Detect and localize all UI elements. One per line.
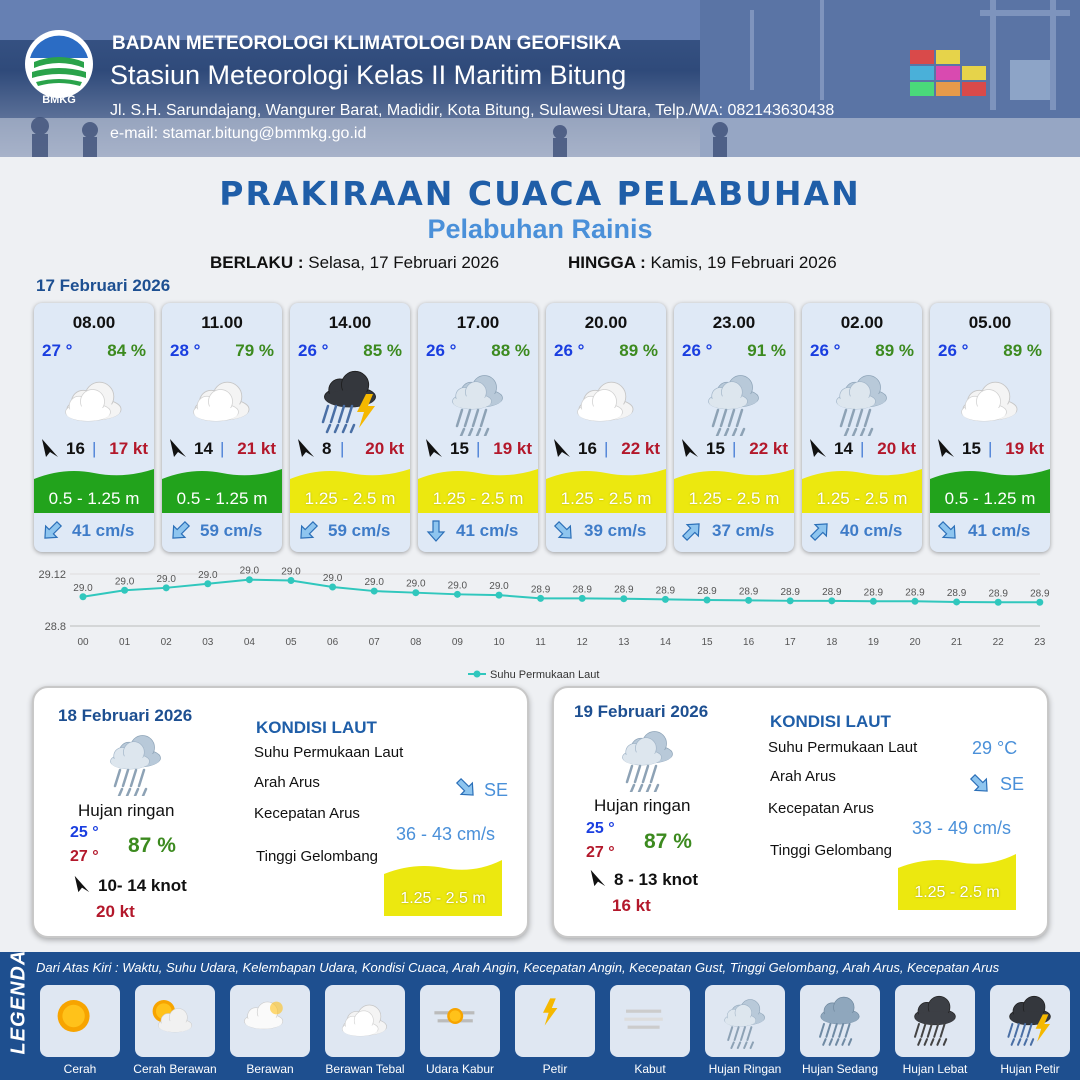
forecast-time: 23.00 — [712, 313, 756, 332]
station-email: e-mail: stamar.bitung@bmmkg.go.id — [110, 125, 367, 142]
x-tick-label: 00 — [77, 637, 89, 648]
current-direction-value: SE — [484, 780, 509, 800]
hourly-card — [802, 303, 922, 552]
wind-direction-icon — [72, 874, 92, 894]
valid-to-value: Kamis, 19 Februari 2026 — [650, 253, 837, 272]
weather-condition — [54, 366, 134, 436]
separator: | — [732, 439, 737, 458]
data-point — [329, 584, 336, 591]
weather-condition — [822, 366, 902, 436]
data-label: 29.0 — [198, 569, 218, 581]
panel-date: 19 Februari 2026 — [574, 702, 709, 721]
current-speed-value: 36 - 43 cm/s — [396, 824, 496, 844]
data-label: 28.9 — [863, 587, 884, 599]
header-banner — [0, 0, 1080, 157]
gust-speed: 21 kt — [237, 439, 276, 458]
kabut-icon — [618, 991, 682, 1049]
panel-humidity: 87 % — [644, 830, 692, 853]
weather-condition — [694, 366, 774, 436]
page-title: PRAKIRAAN CUACA PELABUHAN — [219, 174, 861, 213]
legend-item — [325, 985, 405, 1057]
gust-speed: 17 kt — [109, 439, 148, 458]
legend-item — [230, 985, 310, 1057]
current-direction-icon — [40, 519, 64, 543]
wave-height-label: Tinggi Gelombang — [256, 848, 379, 865]
data-point — [579, 595, 586, 602]
current-direction-icon — [808, 519, 832, 543]
data-point — [745, 597, 752, 604]
sea-surface-temperature-chart — [0, 560, 1080, 685]
data-point — [1036, 599, 1043, 606]
x-tick-label: 16 — [743, 637, 755, 648]
wave-height: 0.5 - 1.25 m — [944, 489, 1036, 508]
x-tick-label: 05 — [285, 637, 297, 648]
data-label: 29.0 — [364, 577, 384, 589]
wave-height: 1.25 - 2.5 m — [560, 489, 652, 508]
legend-item — [40, 985, 120, 1057]
data-point — [163, 584, 170, 591]
hujan-ringan-icon — [694, 366, 774, 436]
current-speed: 41 cm/s — [968, 521, 1031, 540]
legend-item — [800, 985, 880, 1057]
legend-item-label: Berawan Tebal — [325, 1062, 405, 1076]
valid-from-label: BERLAKU : — [210, 253, 304, 272]
sea-condition-heading: KONDISI LAUT — [770, 712, 891, 731]
data-label: 28.9 — [614, 584, 634, 596]
air-temperature: 28 ° — [170, 341, 201, 360]
forecast-time: 11.00 — [201, 313, 243, 332]
daily-panel — [32, 686, 529, 938]
current-direction-icon — [296, 519, 320, 543]
forecast-time: 20.00 — [584, 313, 628, 332]
data-label: 29.0 — [447, 580, 468, 592]
data-point — [204, 580, 211, 587]
hujan-petir-icon — [998, 991, 1062, 1049]
hourly-card — [34, 303, 154, 552]
legend-item-label: Kabut — [634, 1062, 666, 1076]
sst-label: Suhu Permukaan Laut — [768, 739, 918, 756]
hourly-card — [418, 303, 538, 552]
valid-from-value: Selasa, 17 Februari 2026 — [308, 253, 500, 272]
x-tick-label: 11 — [535, 637, 546, 648]
legend-title: LEGENDA — [7, 949, 30, 1055]
wind-direction-icon — [552, 437, 572, 459]
data-point — [246, 576, 253, 583]
data-label: 29.0 — [73, 582, 93, 594]
legend-item — [135, 985, 215, 1057]
weather-condition — [950, 366, 1030, 436]
hujan-ringan-icon — [438, 366, 518, 436]
gust-speed: 20 kt — [877, 439, 916, 458]
data-point — [454, 591, 461, 598]
weather-condition — [310, 366, 390, 436]
wind-direction-icon — [936, 437, 956, 459]
page-subtitle: Pelabuhan Rainis — [427, 214, 653, 244]
panel-weather-icon — [96, 726, 176, 801]
x-tick-label: 01 — [119, 637, 131, 648]
wind-direction-icon — [808, 437, 828, 459]
humidity: 89 % — [619, 341, 658, 360]
wave-height: 1.25 - 2.5 m — [816, 489, 908, 508]
cerah-icon — [48, 991, 112, 1049]
data-point — [496, 592, 503, 599]
berawan-tebal-icon — [566, 366, 646, 436]
sst-value: 29 °C — [972, 738, 1018, 758]
panel-wind-speed: 10- 14 knot — [98, 876, 187, 895]
humidity: 88 % — [491, 341, 530, 360]
udara-kabur-icon — [428, 991, 492, 1049]
data-point — [912, 598, 919, 605]
x-tick-label: 18 — [826, 637, 838, 648]
station-address: Jl. S.H. Sarundajang, Wangurer Barat, Madidir, Kota Bitung, Sulawesi Utara, Telp./WA: 082143630438 — [110, 102, 835, 119]
wind-speed: 15 — [962, 439, 981, 458]
x-tick-label: 23 — [1034, 637, 1046, 648]
valid-from — [210, 253, 499, 273]
current-speed: 59 cm/s — [328, 521, 391, 540]
hourly-card — [674, 303, 794, 552]
data-label: 29.0 — [156, 573, 176, 585]
current-direction-value: SE — [1000, 774, 1025, 794]
data-label: 28.9 — [572, 584, 592, 596]
weather-condition — [182, 366, 262, 436]
x-tick-label: 03 — [202, 637, 214, 648]
panel-weather-icon — [608, 722, 688, 797]
panel-temp-max: 27 ° — [586, 844, 615, 861]
x-tick-label: 02 — [160, 637, 172, 648]
x-tick-label: 19 — [867, 637, 879, 648]
data-label: 28.9 — [946, 587, 967, 599]
data-point — [704, 597, 711, 604]
current-speed-label: Kecepatan Arus — [254, 805, 360, 822]
petir-icon — [523, 991, 587, 1049]
y-tick-label: 29.12 — [38, 569, 66, 581]
data-label: 28.9 — [1030, 588, 1050, 600]
legend-item — [515, 985, 595, 1057]
x-tick-label: 21 — [951, 637, 963, 648]
legend-item — [895, 985, 975, 1057]
forecast-time: 14.00 — [328, 313, 372, 332]
air-temperature: 26 ° — [298, 341, 329, 360]
gust-speed: 19 kt — [1005, 439, 1044, 458]
panel-gust-speed: 16 kt — [612, 896, 651, 915]
data-point — [537, 595, 544, 602]
humidity: 89 % — [875, 341, 914, 360]
hujan-ringan-icon — [608, 722, 688, 792]
hujan-lebat-icon — [903, 991, 967, 1049]
current-speed-label: Kecepatan Arus — [768, 800, 874, 817]
panel-temp-max: 27 ° — [70, 848, 99, 865]
wave-height-value: 1.25 - 2.5 m — [400, 890, 486, 907]
current-direction-label: Arah Arus — [254, 774, 320, 791]
hourly-card — [290, 303, 410, 552]
air-temperature: 26 ° — [810, 341, 841, 360]
legend-item-label: Berawan — [246, 1062, 294, 1076]
current-direction-icon — [168, 519, 192, 543]
berawan-tebal-icon — [182, 366, 262, 436]
data-label: 29.0 — [281, 566, 301, 578]
panel-condition: Hujan ringan — [594, 796, 691, 815]
data-label: 28.9 — [738, 586, 759, 598]
data-point — [620, 595, 627, 602]
wind-speed: 8 — [322, 439, 332, 458]
data-label: 28.9 — [822, 586, 842, 598]
data-point — [870, 598, 877, 605]
x-tick-label: 06 — [327, 637, 339, 648]
humidity: 79 % — [235, 341, 274, 360]
data-label: 29.0 — [239, 565, 260, 577]
current-speed: 39 cm/s — [584, 521, 647, 540]
current-direction-icon — [454, 776, 478, 800]
current-speed: 37 cm/s — [712, 521, 775, 540]
panel-temp-min: 25 ° — [70, 824, 99, 841]
forecast-time: 17.00 — [456, 313, 500, 332]
wind-direction-icon — [680, 437, 700, 459]
x-tick-label: 13 — [618, 637, 630, 648]
wind-direction-icon — [588, 868, 608, 888]
wave-height: 1.25 - 2.5 m — [432, 489, 524, 508]
weather-condition — [566, 366, 646, 436]
legend-item-label: Hujan Ringan — [708, 1062, 782, 1076]
data-label: 28.9 — [780, 586, 800, 598]
separator: | — [860, 439, 865, 458]
agency-name: BADAN METEOROLOGI KLIMATOLOGI DAN GEOFISIKA — [112, 33, 622, 54]
separator: | — [476, 439, 481, 458]
data-point — [787, 597, 794, 604]
hujan-ringan-icon — [96, 726, 176, 796]
current-speed: 41 cm/s — [72, 521, 135, 540]
current-speed: 41 cm/s — [456, 521, 519, 540]
legend-item-label: Cerah Berawan — [133, 1062, 217, 1076]
forecast-time: 08.00 — [72, 313, 116, 332]
wave-height: 0.5 - 1.25 m — [176, 489, 268, 508]
x-tick-label: 04 — [243, 637, 255, 648]
data-point — [828, 597, 835, 604]
hujan-sedang-icon — [808, 991, 872, 1049]
wave-height-label: Tinggi Gelombang — [770, 842, 893, 859]
current-direction-icon — [680, 519, 704, 543]
gust-speed: 19 kt — [493, 439, 532, 458]
wind-direction-icon — [424, 437, 444, 459]
logo-text: BMKG — [42, 94, 76, 106]
legend-entry: Suhu Permukaan Laut — [490, 669, 600, 681]
air-temperature: 27 ° — [42, 341, 73, 360]
data-label: 28.9 — [988, 588, 1008, 600]
air-temperature: 26 ° — [554, 341, 585, 360]
current-direction-icon — [968, 772, 992, 796]
legend-item — [420, 985, 500, 1057]
current-speed: 59 cm/s — [200, 521, 263, 540]
legend-item-label: Udara Kabur — [425, 1062, 495, 1076]
data-label: 29.0 — [406, 578, 426, 590]
legend-item-label: Hujan Petir — [1000, 1062, 1060, 1076]
hujan-petir-icon — [310, 366, 390, 436]
x-tick-label: 12 — [576, 637, 588, 648]
hourly-card — [546, 303, 666, 552]
x-tick-label: 07 — [368, 637, 380, 648]
panel-humidity: 87 % — [128, 834, 176, 857]
current-speed-value: 33 - 49 cm/s — [912, 818, 1012, 838]
panel-temp-min: 25 ° — [586, 820, 615, 837]
humidity: 84 % — [107, 341, 146, 360]
x-tick-label: 17 — [784, 637, 796, 648]
data-label: 29.0 — [489, 581, 509, 593]
daily-panel — [552, 686, 1049, 938]
hourly-card — [930, 303, 1050, 552]
data-point — [80, 593, 87, 600]
wind-speed: 14 — [834, 439, 853, 458]
separator: | — [220, 439, 225, 458]
forecast-time: 05.00 — [968, 313, 1012, 332]
bmkg-logo — [14, 28, 104, 106]
legend-swatch-dot — [474, 671, 481, 678]
current-direction-icon — [552, 519, 576, 543]
data-label: 29.0 — [114, 576, 135, 588]
series-line — [83, 580, 1040, 603]
berawan-tebal-icon — [54, 366, 134, 436]
x-tick-label: 20 — [909, 637, 921, 648]
panel-gust-speed: 20 kt — [96, 902, 135, 921]
x-tick-label: 15 — [701, 637, 713, 648]
separator: | — [988, 439, 993, 458]
data-point — [412, 589, 419, 596]
cerah-berawan-icon — [143, 991, 207, 1049]
data-label: 28.9 — [530, 584, 551, 596]
station-name: Stasiun Meteorologi Kelas II Maritim Bitung — [110, 60, 627, 90]
wind-direction-icon — [168, 437, 188, 459]
y-tick-label: 28.8 — [44, 621, 66, 633]
x-tick-label: 09 — [451, 637, 463, 648]
data-point — [371, 588, 378, 595]
legend-item — [610, 985, 690, 1057]
data-point — [288, 577, 295, 584]
panel-condition: Hujan ringan — [78, 801, 175, 820]
separator: | — [92, 439, 97, 458]
legend-item-label: Hujan Sedang — [801, 1062, 879, 1076]
air-temperature: 26 ° — [938, 341, 969, 360]
valid-to — [568, 253, 837, 273]
data-point — [662, 596, 669, 603]
separator: | — [340, 439, 345, 458]
wind-speed: 15 — [706, 439, 725, 458]
x-tick-label: 22 — [992, 637, 1004, 648]
data-label: 28.9 — [905, 587, 925, 599]
wind-speed: 16 — [578, 439, 597, 458]
wave-height: 0.5 - 1.25 m — [48, 489, 140, 508]
legend-item-label: Petir — [542, 1062, 568, 1076]
legend-item-label: Hujan Lebat — [902, 1062, 968, 1076]
berawan-icon — [238, 991, 302, 1049]
wind-speed: 14 — [194, 439, 213, 458]
current-direction-icon — [936, 519, 960, 543]
gust-speed: 22 kt — [749, 439, 788, 458]
current-direction-arrow — [968, 772, 992, 801]
data-label: 28.9 — [655, 585, 676, 597]
data-label: 29.0 — [322, 573, 343, 584]
humidity: 89 % — [1003, 341, 1042, 360]
separator: | — [604, 439, 609, 458]
weather-condition — [438, 366, 518, 436]
air-temperature: 26 ° — [426, 341, 457, 360]
hourly-card — [162, 303, 282, 552]
data-point — [121, 587, 128, 594]
wind-direction-icon — [296, 437, 316, 459]
legend-item — [990, 985, 1070, 1057]
hujan-ringan-icon — [822, 366, 902, 436]
valid-to-label: HINGGA : — [568, 253, 646, 272]
current-direction-label: Arah Arus — [770, 768, 836, 785]
humidity: 85 % — [363, 341, 402, 360]
x-tick-label: 08 — [410, 637, 422, 648]
legend-item — [705, 985, 785, 1057]
berawan-tebal-icon — [333, 991, 397, 1049]
wind-direction-icon — [40, 437, 60, 459]
data-label: 28.9 — [697, 586, 717, 597]
panel-date: 18 Februari 2026 — [58, 706, 193, 725]
forecast-time: 02.00 — [840, 313, 884, 332]
sea-condition-heading: KONDISI LAUT — [256, 718, 377, 737]
gust-speed: 20 kt — [365, 439, 404, 458]
sst-label: Suhu Permukaan Laut — [254, 744, 404, 761]
x-tick-label: 14 — [659, 637, 671, 648]
wind-speed: 16 — [66, 439, 85, 458]
panel-wind-speed: 8 - 13 knot — [614, 870, 699, 889]
wave-height: 1.25 - 2.5 m — [688, 489, 780, 508]
x-tick-label: 10 — [493, 637, 505, 648]
berawan-tebal-icon — [950, 366, 1030, 436]
data-point — [953, 598, 960, 605]
current-direction-icon — [424, 519, 448, 543]
wind-speed: 15 — [450, 439, 469, 458]
wave-height: 1.25 - 2.5 m — [304, 489, 396, 508]
humidity: 91 % — [747, 341, 786, 360]
day1-date: 17 Februari 2026 — [36, 276, 171, 295]
hujan-ringan-icon — [713, 991, 777, 1049]
current-direction-arrow — [454, 776, 478, 805]
gust-speed: 22 kt — [621, 439, 660, 458]
wave-height-value: 1.25 - 2.5 m — [914, 884, 1000, 901]
legend-item-label: Cerah — [63, 1062, 97, 1076]
data-point — [995, 599, 1002, 606]
air-temperature: 26 ° — [682, 341, 713, 360]
current-speed: 40 cm/s — [840, 521, 903, 540]
legend-description: Dari Atas Kiri : Waktu, Suhu Udara, Kelembapan Udara, Kondisi Cuaca, Arah Angin, Kecepatan Angin, Kecepatan Gust, Tinggi Gelombang, Arah Arus, Kecepatan Arus — [36, 960, 1000, 975]
